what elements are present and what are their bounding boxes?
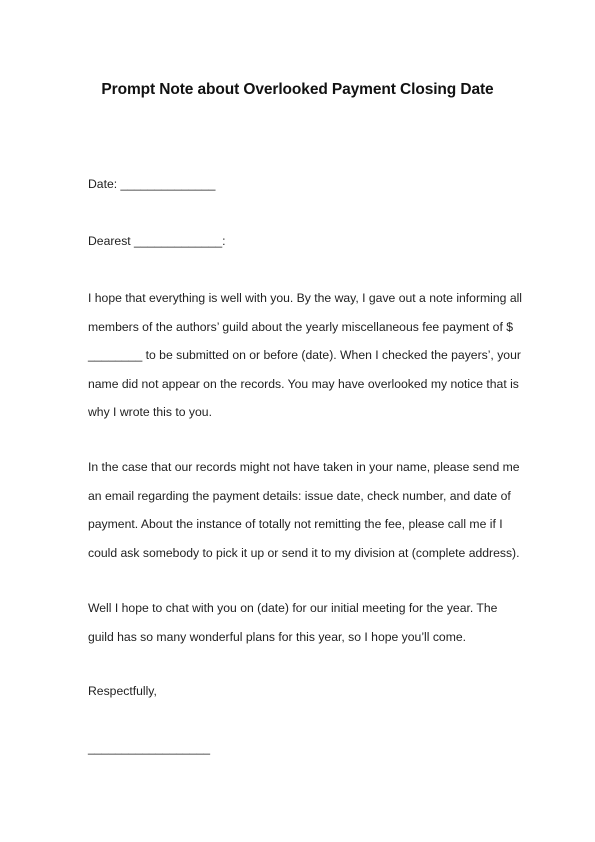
- paragraph-line: ________ to be submitted on or before (date). When I checked the payers’, your: [88, 348, 521, 362]
- paragraph-line: could ask somebody to pick it up or send it to my division at (complete address).: [88, 545, 520, 560]
- paragraph-1: [88, 290, 528, 433]
- paragraph-line: guild has so many wonderful plans for this year, so I hope you’ll come.: [88, 629, 467, 644]
- paragraph-line: Well I hope to chat with you on (date) for our initial meeting for the year. The: [88, 601, 498, 615]
- paragraph-line: In the case that our records might not have taken in your name, please send me: [88, 460, 520, 474]
- signature-line: __________________: [88, 741, 211, 755]
- paragraph-line: an email regarding the payment details: issue date, check number, and date of: [88, 488, 511, 503]
- closing: Respectfully,: [88, 684, 157, 698]
- paragraph-line: name did not appear on the records. You may have overlooked my notice that is: [88, 376, 519, 391]
- paragraph-line: I hope that everything is well with you. By the way, I gave out a note informing all: [88, 291, 523, 305]
- paragraph-2: [88, 459, 528, 573]
- date-line: Date: ______________: [88, 177, 216, 191]
- paragraph-line: why I wrote this to you.: [88, 405, 212, 419]
- paragraph-3: [88, 600, 528, 657]
- paragraph-line: members of the authors’ guild about the yearly miscellaneous fee payment of $: [88, 319, 513, 334]
- greeting: Dearest _____________:: [88, 234, 226, 248]
- letter-title: Prompt Note about Overlooked Payment Closing Date: [101, 81, 494, 98]
- paragraph-line: payment. About the instance of totally not remitting the fee, please call me if I: [88, 517, 503, 531]
